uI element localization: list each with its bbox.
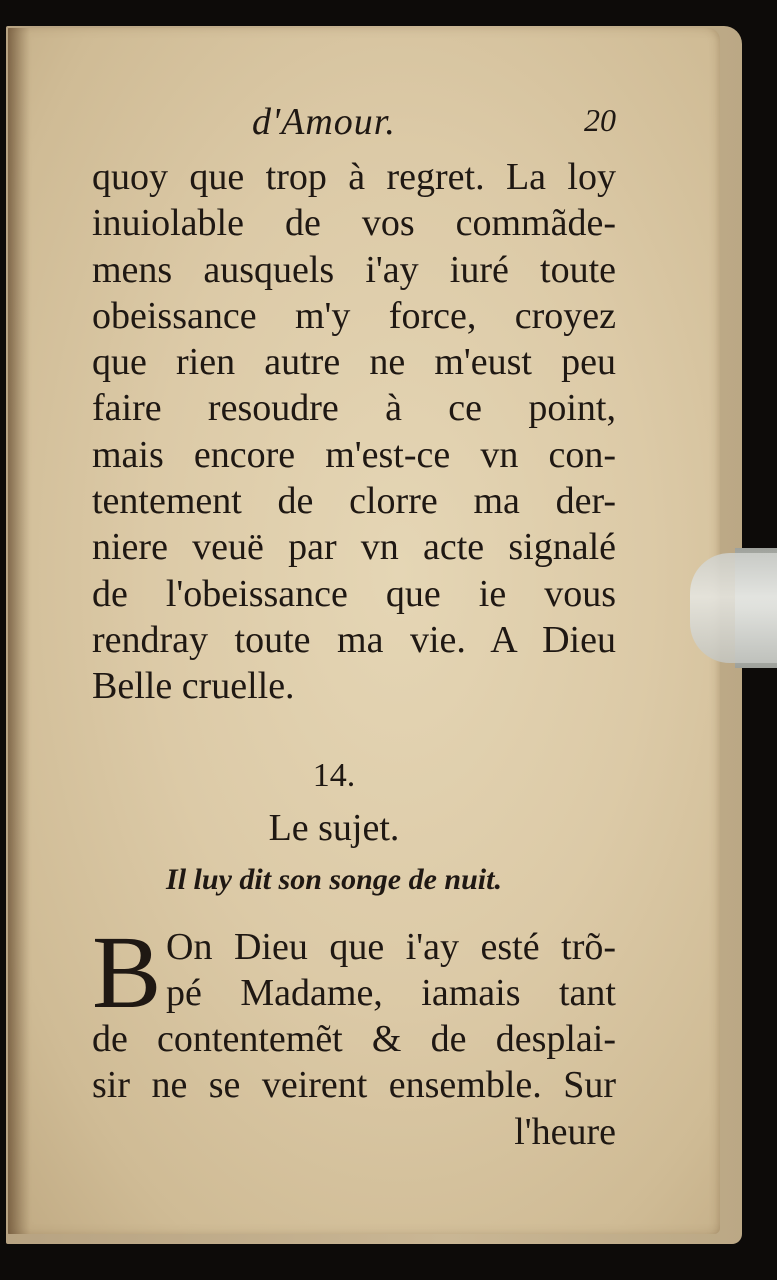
text-line: inuiolable de vos commãde-	[92, 202, 616, 245]
running-head-title: d'Amour.	[252, 101, 396, 143]
running-head	[92, 100, 616, 150]
text-line: obeissance m'y force, croyez	[92, 294, 616, 337]
text-line: rendray toute ma vie. A Dieu	[92, 618, 616, 661]
text-line: On Dieu que i'ay esté trõ-	[166, 925, 616, 968]
text-line: pé Madame, iamais tant	[166, 971, 616, 1014]
text-line: mais encore m'est-ce vn con-	[92, 433, 616, 476]
catchword: l'heure	[514, 1110, 616, 1153]
text-line: de l'obeissance que ie vous	[92, 572, 616, 615]
paragraph-1	[92, 154, 616, 710]
text-line: faire resoudre à ce point,	[92, 387, 616, 430]
text-line: quoy que trop à regret. La loy	[92, 156, 616, 198]
text-line: Belle cruelle.	[92, 665, 295, 708]
page-clip	[690, 553, 777, 663]
text-line: de contentemẽt & de desplai-	[92, 1018, 616, 1061]
text-line: sir ne se veirent ensemble. Sur	[92, 1064, 616, 1107]
drop-cap: B	[92, 914, 162, 1030]
text-line: tentement de clorre ma der-	[92, 480, 616, 523]
page-number: 20	[584, 102, 616, 138]
text-line: que rien autre ne m'eust peu	[92, 341, 616, 384]
text-line: mens ausquels i'ay iuré toute	[92, 248, 616, 291]
section-subtitle: Il luy dit son songe de nuit.	[166, 862, 502, 896]
text-line: niere veuë par vn acte signalé	[92, 526, 616, 569]
text-block	[92, 100, 616, 1155]
section-title: Le sujet.	[268, 806, 400, 849]
paragraph-2	[92, 914, 616, 1109]
gutter-shadow	[8, 28, 30, 1234]
section-number: 14.	[312, 756, 356, 794]
